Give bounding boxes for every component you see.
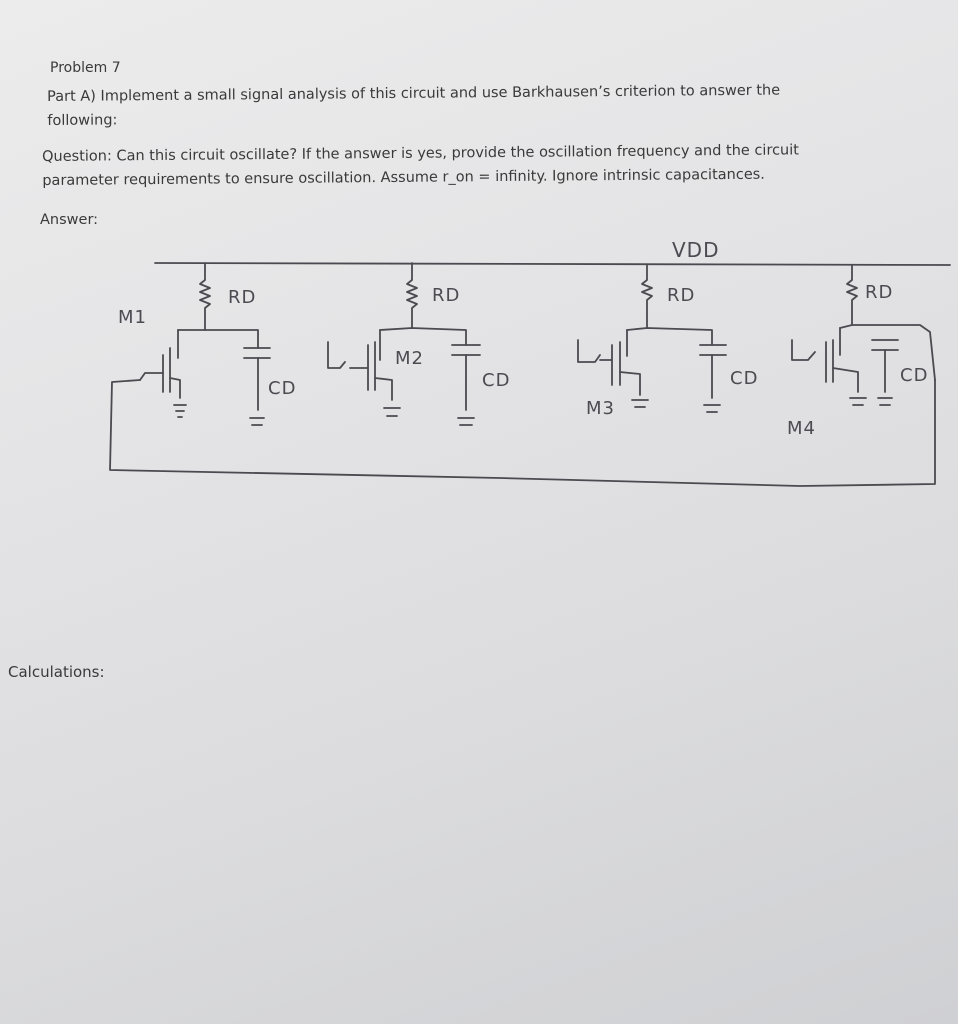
label-rd-4: RD <box>865 282 894 303</box>
part-a-instructions: Part A) Implement a small signal analysis of this circuit and use Barkhausen’s criterion to answer the following: <box>47 82 781 129</box>
vdd-rail <box>155 263 950 265</box>
label-rd-3: RD <box>667 285 696 306</box>
calculations-label: Calculations: <box>8 663 105 681</box>
label-cd-4: CD <box>900 365 929 386</box>
resistor-rd-2 <box>407 263 417 328</box>
label-cd-1: CD <box>268 378 297 399</box>
resistor-rd-4 <box>847 265 857 325</box>
problem-title: Problem 7 <box>50 60 121 76</box>
answer-label: Answer: <box>40 212 99 228</box>
label-cd-2: CD <box>482 370 511 391</box>
stage-3 <box>578 265 726 412</box>
question-text: Question: Can this circuit oscillate? If the answer is yes, provide the oscillation frequency and the circuit parameter requirements to ensure oscillation. Assume r_on = infinity. Ignore intrinsic capacitances. <box>42 142 800 189</box>
drain-node-1 <box>178 330 258 348</box>
label-vdd: VDD <box>672 238 720 262</box>
label-m3: M3 <box>586 398 615 419</box>
label-rd-1: RD <box>228 287 257 308</box>
resistor-rd-3 <box>642 265 652 328</box>
label-m2: M2 <box>395 348 424 369</box>
label-m4: M4 <box>787 418 816 439</box>
label-m1: M1 <box>118 307 147 328</box>
label-cd-3: CD <box>730 368 759 389</box>
resistor-rd-1 <box>200 263 210 330</box>
label-rd-2: RD <box>432 285 461 306</box>
